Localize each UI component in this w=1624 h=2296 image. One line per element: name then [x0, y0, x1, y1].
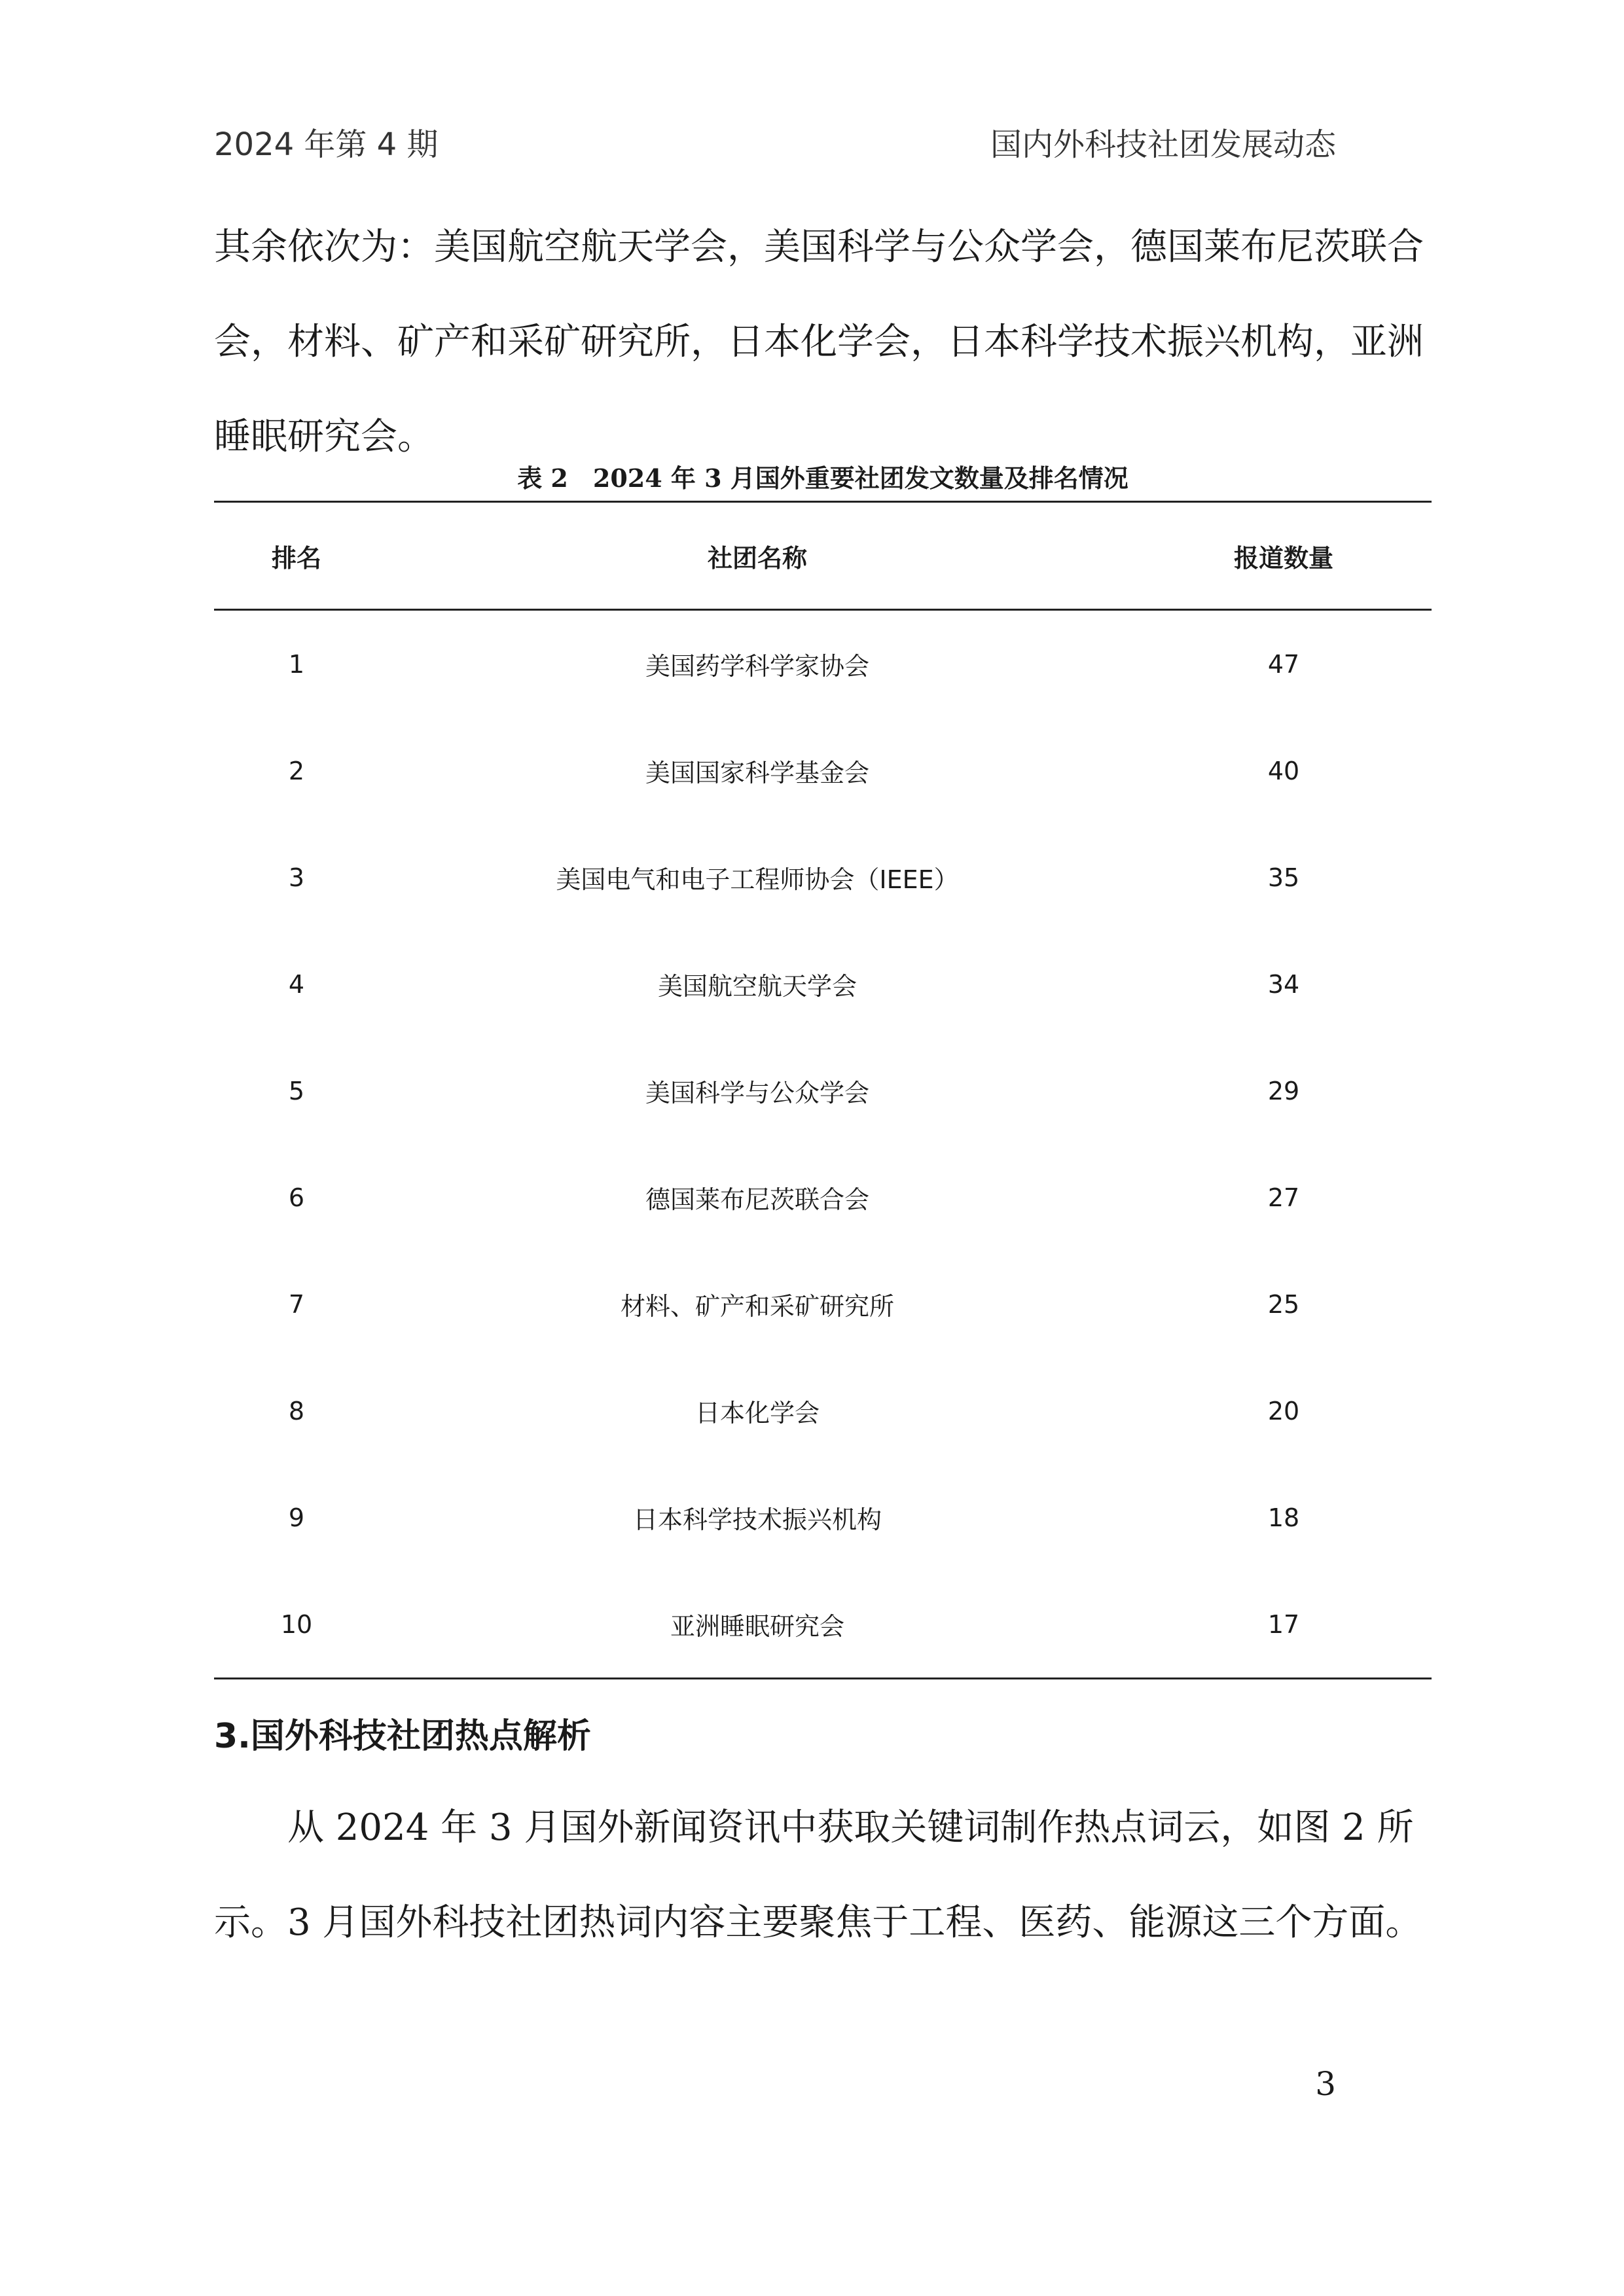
cell-name: 日本化学会: [695, 1399, 820, 1427]
cell-name: 美国航空航天学会: [657, 972, 857, 1001]
cell-count: 17: [1136, 1571, 1432, 1679]
cell-name: 美国国家科学基金会: [645, 759, 869, 787]
column-header-name: 社团名称: [379, 502, 1136, 610]
cell-count: 18: [1267, 1503, 1300, 1532]
section-heading: 3.国外科技社团热点解析: [214, 1717, 591, 1756]
cell-rank: 1: [288, 649, 305, 679]
cell-rank: 10: [214, 1571, 379, 1679]
cell-name: 亚洲睡眠研究会: [379, 1571, 1136, 1679]
cell-name: 美国电气和电子工程师协会（IEEE）: [556, 865, 959, 894]
column-header-count: 报道数量: [1136, 502, 1432, 610]
table-row: [214, 1571, 1432, 1679]
header-publication: 国内外科技社团发展动态: [990, 126, 1336, 163]
cell-rank: 5: [288, 1076, 305, 1105]
cell-rank: 8: [288, 1396, 305, 1426]
table-caption: 表 2 2024 年 3 月国外重要社团发文数量及排名情况: [517, 463, 1128, 493]
table-row: [214, 1144, 1432, 1251]
cell-count: 27: [1267, 1183, 1300, 1212]
cell-rank: 6: [288, 1183, 305, 1212]
cell-rank: 9: [288, 1503, 305, 1532]
table-row: [214, 1357, 1432, 1464]
table-row: [214, 610, 1432, 718]
table-body: [214, 610, 1432, 1679]
section-paragraph: 从 2024 年 3 月国外新闻资讯中获取关键词制作热点词云，如图 2 所示。3 月国外科技社团热词内容主要聚焦于工程、医药、能源这三个方面。: [214, 1806, 1422, 1944]
cell-rank: 4: [288, 969, 305, 999]
cell-name: 美国科学与公众学会: [645, 1079, 869, 1107]
table-row: [214, 717, 1432, 824]
cell-count: 20: [1267, 1396, 1300, 1426]
ranking-table: [214, 501, 1432, 1679]
cell-count: 29: [1267, 1076, 1300, 1105]
header-issue: 2024 年第 4 期: [214, 126, 439, 163]
cell-rank: 2: [288, 756, 305, 785]
cell-name: 日本科学技术振兴机构: [632, 1505, 882, 1534]
intro-paragraph: 其余依次为：美国航空航天学会，美国科学与公众学会，德国莱布尼茨联合会，材料、矿产和采矿研究所，日本化学会，日本科学技术振兴机构，亚洲睡眠研究会。: [214, 226, 1424, 458]
table-row: [214, 824, 1432, 931]
cell-rank: 7: [288, 1289, 305, 1319]
cell-count: 35: [1267, 863, 1300, 892]
table-header-row: [214, 502, 1432, 610]
table-row: [214, 1464, 1432, 1571]
cell-count: 34: [1267, 969, 1300, 999]
cell-count: 40: [1267, 756, 1300, 785]
cell-count: 47: [1267, 649, 1300, 679]
cell-name: 材料、矿产和采矿研究所: [620, 1292, 894, 1321]
cell-count: 25: [1267, 1289, 1300, 1319]
table-row: [214, 1037, 1432, 1144]
table-row: [214, 931, 1432, 1037]
cell-name: 德国莱布尼茨联合会: [645, 1185, 869, 1214]
table-row: [214, 1251, 1432, 1357]
column-header-rank: 排名: [214, 502, 379, 610]
cell-rank: 3: [288, 863, 305, 892]
cell-name: 美国药学科学家协会: [645, 652, 869, 681]
page-number: 3: [1315, 2065, 1336, 2103]
